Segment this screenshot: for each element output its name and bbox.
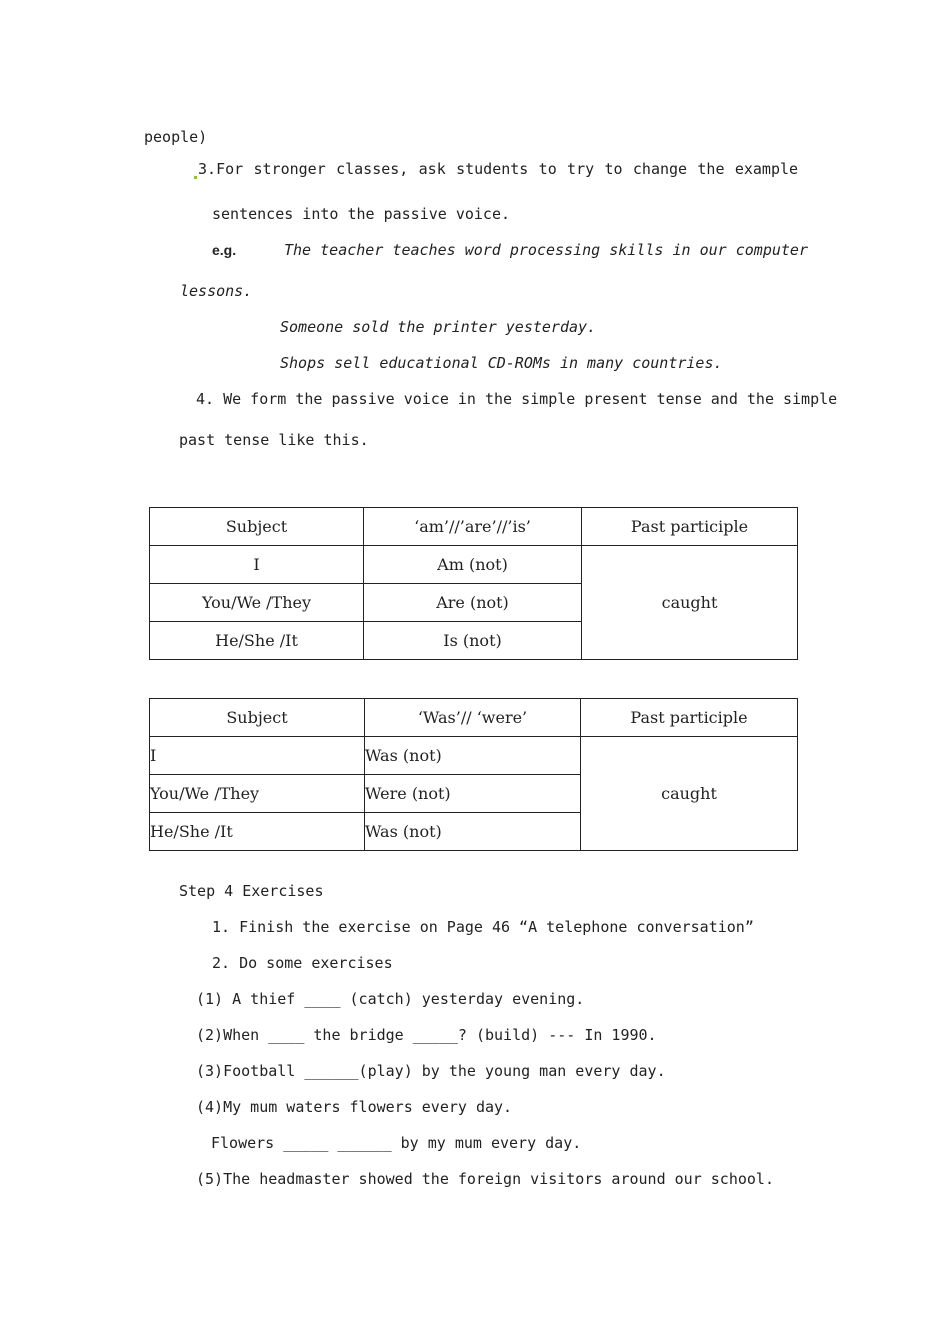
header-participle: Past participle [581,699,798,737]
header-verb: ‘Was’// ‘were’ [365,699,581,737]
item3-line2: sentences into the passive voice. [212,205,511,223]
example-line-2: lessons. [180,282,253,300]
table-header-row [150,699,798,737]
step4-heading: Step 4 Exercises [179,882,324,900]
item4-line1: 4. We form the passive voice in the simple present tense and the simple [196,390,838,408]
table-row [150,737,798,775]
item3-text: For stronger classes, ask students to try to change the example [216,160,799,178]
item3-number: 3. [198,160,217,178]
past-passive-table [149,698,798,851]
text-line: people) [144,128,208,146]
marker-dot [194,176,197,179]
cell-verb: Was (not) [365,813,581,851]
header-subject: Subject [150,699,365,737]
cell-subject: I [150,546,364,584]
cell-participle: caught [582,546,798,660]
present-passive-table [149,507,798,660]
exercise-4: (4)My mum waters flowers every day. [196,1098,513,1116]
header-participle: Past participle [582,508,798,546]
exercise-3: (3)Football ______(play) by the young man every day. [196,1062,666,1080]
cell-verb: Is (not) [364,622,582,660]
example-line-1: The teacher teaches word processing skills in our computer [284,241,808,259]
cell-verb: Were (not) [365,775,581,813]
exercise-5: (5)The headmaster showed the foreign visitors around our school. [196,1170,774,1188]
step4-item1: 1. Finish the exercise on Page 46 “A telephone conversation” [212,918,754,936]
table-header-row [150,508,798,546]
exercise-1: (1) A thief ____ (catch) yesterday evening. [196,990,585,1008]
item4-line2: past tense like this. [179,431,369,449]
table-row [150,546,798,584]
cell-subject: He/She /It [150,622,364,660]
exercise-4-answer: Flowers _____ ______ by my mum every day. [211,1134,582,1152]
cell-participle: caught [581,737,798,851]
example-line-4: Shops sell educational CD-ROMs in many countries. [280,354,723,372]
cell-verb: Are (not) [364,584,582,622]
step4-item2: 2. Do some exercises [212,954,393,972]
cell-subject: I [150,737,365,775]
cell-subject: He/She /It [150,813,365,851]
exercise-2: (2)When ____ the bridge _____? (build) --- In 1990. [196,1026,657,1044]
eg-label: e.g. [212,242,237,258]
item3-line1 [194,159,798,179]
cell-verb: Was (not) [365,737,581,775]
cell-subject: You/We /They [150,584,364,622]
header-verb: ‘am’//’are’//’is’ [364,508,582,546]
cell-subject: You/We /They [150,775,365,813]
example-line-3: Someone sold the printer yesterday. [280,318,597,336]
cell-verb: Am (not) [364,546,582,584]
header-subject: Subject [150,508,364,546]
